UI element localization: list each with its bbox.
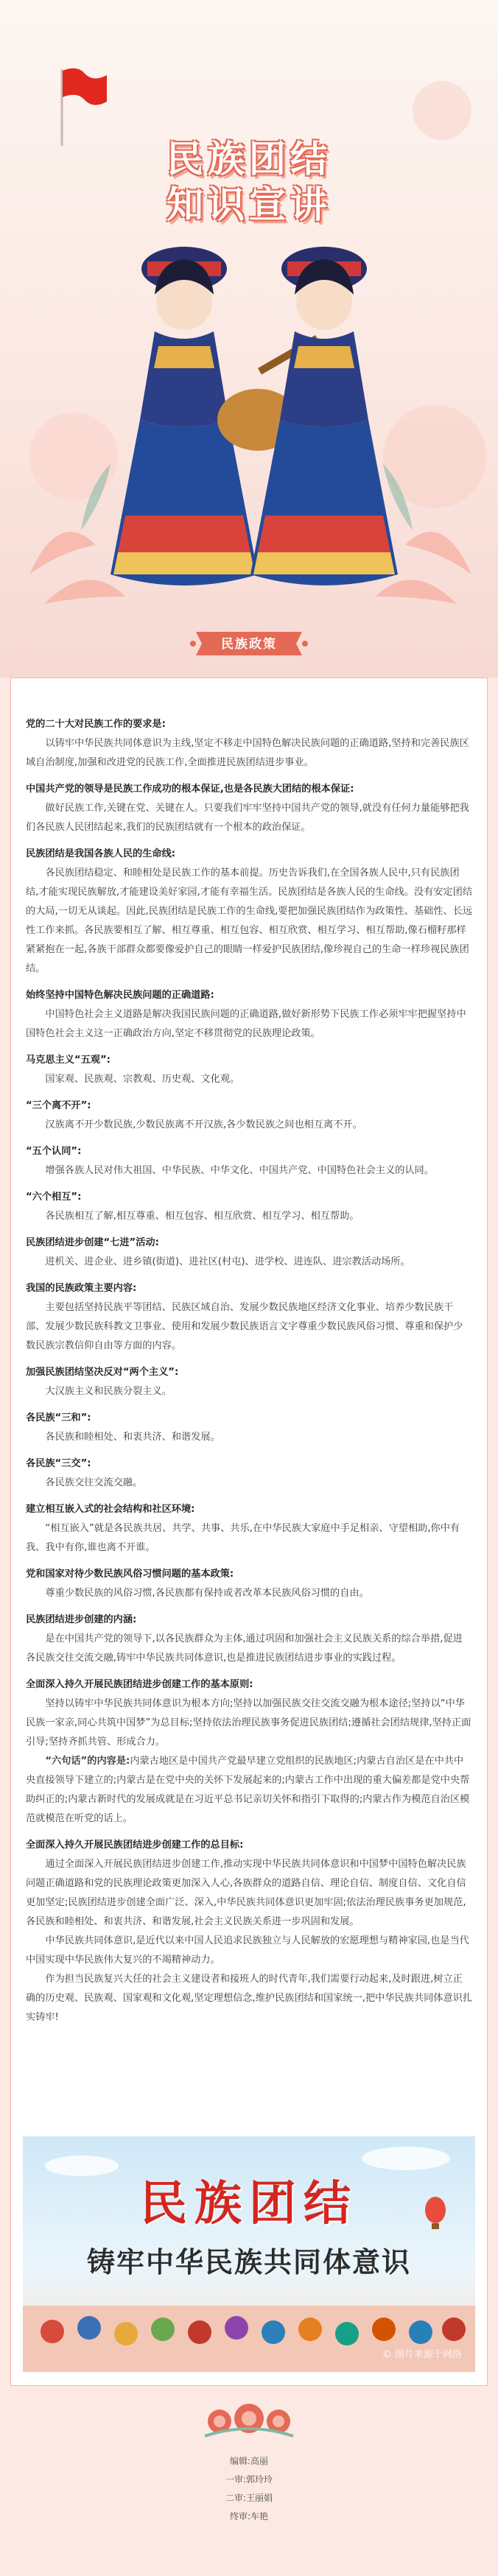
article-paragraph: 做好民族工作,关键在党、关键在人。只要我们牢牢坚持中国共产党的领导,就没有任何力量能够把我们各民族人民团结起来,我们的民族团结就有一个根本的政治保证。 [26,803,469,833]
article-paragraph: 各民族和睦相处、和衷共济、和谐发展。 [45,1432,220,1443]
article-paragraph: 主要包括坚持民族平等团结、民族区域自治、发展少数民族地区经济文化事业、培养少数民族干部、发展少数民族科教文卫事业、使用和发展少数民族语言文字尊重少数民族风俗习惯、尊重和保护少数民族宗教信仰自由等方面的内容。 [26,1302,463,1351]
credits-footer [0,2452,498,2526]
poster-title-line-2: 知识宣讲 [166,183,332,226]
article-paragraph: 是在中国共产党的领导下,以各民族群众为主体,通过巩固和加强社会主义民族关系的综合举措,促进各民族交往交流交融,铸牢中华民族共同体意识,也是推进民族团结进步事业的实践过程。 [26,1633,463,1664]
article-paragraph: 中华民族共同体意识,是近代以来中国人民追求民族独立与人民解放的宏愿理想与精神家园,也是当代中国实现中华民族伟大复兴的不竭精神动力。 [26,1935,469,1966]
hero-poster [0,0,498,678]
article-heading: 全面深入持久开展民族团结进步创建工作的基本原则: [26,1679,253,1690]
article-paragraph: 增强各族人民对伟大祖国、中华民族、中华文化、中国共产党、中国特色社会主义的认同。 [45,1165,434,1176]
article-heading: 中国共产党的领导是民族工作成功的根本保证,也是各民族大团结的根本保证: [26,784,354,795]
article-heading: 民族团结进步创建的内涵: [26,1614,137,1625]
poster-title-line-1: 民族团结 [166,137,332,180]
article-heading: 民族团结是我国各族人民的生命线: [26,848,176,859]
article-heading: “五个认同”: [26,1146,82,1157]
article-inline-text: 内蒙古地区是中国共产党最早建立党组织的民族地区;内蒙古自治区是在中共中央直接领导下建立的;内蒙古是在党中央的关怀下发展起来的;内蒙古工作中出现的重大偏差都是党中央帮助纠正的;内蒙古新时代的发展成就是在习近平总书记亲切关怀和指引下取得的;内蒙古作为模范自治区模范就模范在听党的话上。 [26,1756,470,1824]
article-heading: 各民族“三交”: [26,1458,91,1469]
article-paragraph: 以铸牢中华民族共同体意识为主线,坚定不移走中国特色解决民族问题的正确道路,坚持和完善民族区域自治制度,加强和改进党的民族工作,全面推进民族团结进步事业。 [26,738,469,768]
article-body [26,708,472,2027]
article-paragraph: 中国特色社会主义道路是解决我国民族问题的正确道路,做好新形势下民族工作必须牢牢把握坚持中国特色社会主义这一正确政治方向,坚定不移贯彻党的民族理论政策。 [26,1009,466,1039]
article-heading: 我国的民族政策主要内容: [26,1283,137,1294]
article-heading: 各民族“三和”: [26,1412,91,1424]
article-heading: 加强民族团结坚决反对“两个主义”: [26,1367,179,1378]
credit-review-3: 终审:车艳 [229,2511,269,2522]
article-paragraph: 大汉族主义和民族分裂主义。 [45,1386,172,1397]
article-paragraph [26,1752,472,1829]
section-tag [190,627,308,660]
unity-banner-image [23,2136,475,2372]
flower-decoration-icon [197,2399,301,2443]
banner-watermark: © 图片来源于网络 [382,2349,462,2360]
credit-review-1: 一审:郭玲玲 [225,2474,273,2485]
article-paragraph: 进机关、进企业、进乡镇(街道)、进社区(村屯)、进学校、进连队、进宗教活动场所。 [45,1256,410,1267]
article-paragraph: 各民族交往交流交融。 [45,1477,143,1488]
article-paragraph: 各民族团结稳定、和睦相处是民族工作的基本前提。历史告诉我们,在全国各族人民中,只有民族团结,才能实现民族解放,才能建设美好家园,才能有幸福生活。民族团结是各族人民的生命线。没有安定团结的大局,一切无从谈起。因此,民族团结是民族工作的生命线,要把加强民族团结作为政策性、基础性、长远性工作来抓。各民族要相互了解、相互尊重、相互包容、相互欣赏、相互学习、相互帮助,像石榴籽那样紧紧抱在一起,各族干部群众都要像爱护自己的眼睛一样爱护民族团结,像珍视自己的生命一样珍视民族团结。 [26,868,473,974]
article-card [10,678,488,2386]
article-paragraph: 国家观、民族观、宗教观、历史观、文化观。 [45,1074,240,1085]
article-paragraph: 作为担当民族复兴大任的社会主义建设者和接班人的时代青年,我们需要行动起来,及时跟进,树立正确的历史观、民族观、国家观和文化观,坚定理想信念,维护民族团结和国家统一,把中华民族共同体意识扎实铸牢! [26,1974,473,2023]
article-paragraph: 通过全面深入开展民族团结进步创建工作,推动实现中华民族共同体意识和中国梦中国特色解决民族问题正确道路和党的民族理论政策更加深入人心,各族群众的道路自信、理论自信、制度自信、文化自信更加坚定;民族团结进步创建全面广泛、深入,中华民族共同体意识更加牢固;依法治理民族事务更加规范,各民族和睦相处、和衷共济、和谐发展,社会主义民族关系进一步巩固和发展。 [26,1859,466,1927]
article-heading: 民族团结进步创建“七进”活动: [26,1237,159,1248]
article-paragraph: 坚持以铸牢中华民族共同体意识为根本方向;坚持以加强民族交往交流交融为根本途径;坚持以“中华民族一家亲,同心共筑中国梦”为总目标;坚持依法治理民族事务促进民族团结;遵循社会团结规律,坚持正面引导;坚持齐抓共管、形成合力。 [26,1698,471,1748]
article-heading: 全面深入持久开展民族团结进步创建工作的总目标: [26,1840,244,1851]
banner-subtitle: 铸牢中华民族共同体意识 [86,2246,411,2278]
article-paragraph: “相互嵌入”就是各民族共居、共学、共事、共乐,在中华民族大家庭中手足相亲、守望相助,你中有我、我中有你,谁也离不开谁。 [26,1523,460,1553]
article-heading: 建立相互嵌入式的社会结构和社区环境: [26,1504,195,1515]
article-paragraph: 尊重少数民族的风俗习惯,各民族都有保持或者改革本民族风俗习惯的自由。 [45,1588,369,1599]
article-paragraph: 各民族相互了解,相互尊重、相互包容、相互欣赏、相互学习、相互帮助。 [45,1211,360,1222]
article-heading: “三个离不开”: [26,1100,91,1111]
section-tag-label: 民族政策 [221,637,277,652]
article-heading: “六个相互”: [26,1192,82,1203]
credit-editor: 编辑:高丽 [229,2456,269,2466]
red-flag-icon [57,66,109,147]
article-heading: 党和国家对待少数民族风俗习惯问题的基本政策: [26,1569,234,1580]
article-heading: 马克思主义“五观”: [26,1055,111,1066]
article-paragraph: 汉族离不开少数民族,少数民族离不开汉族,各少数民族之间也相互离不开。 [45,1119,362,1130]
article-heading: 党的二十大对民族工作的要求是: [26,719,166,730]
credit-review-2: 二审:王丽娟 [225,2493,273,2503]
banner-title: 民族团结 [140,2176,358,2231]
ethnic-dancers-illustration [44,199,457,626]
article-heading: 始终坚持中国特色解决民族问题的正确道路: [26,990,214,1001]
article-inline-heading: “六句话”的内容是: [45,1756,130,1767]
